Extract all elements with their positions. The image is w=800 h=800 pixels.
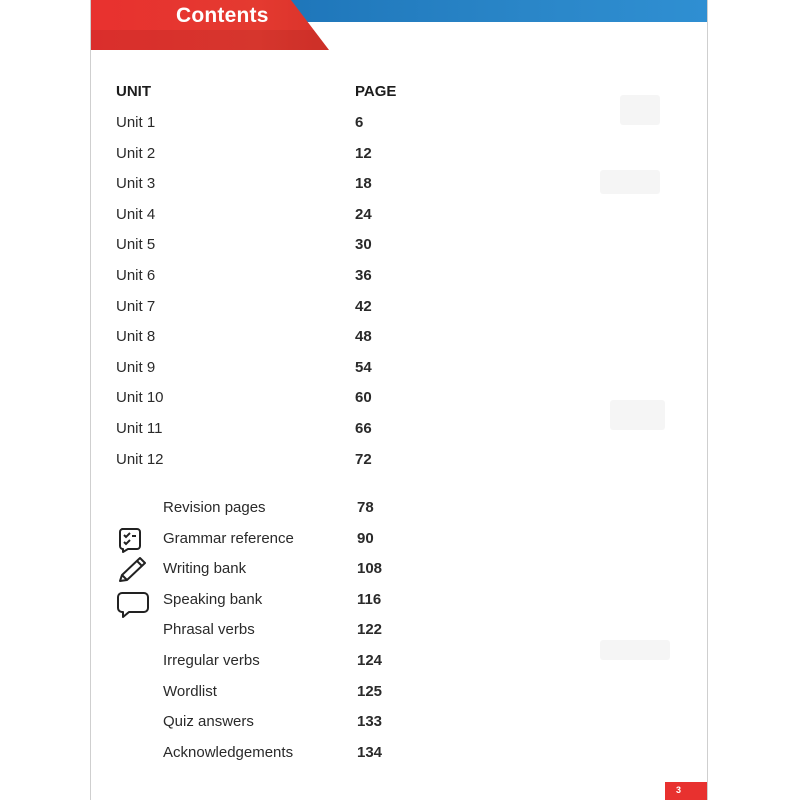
show-through-mark xyxy=(600,640,670,660)
unit-page-number: 42 xyxy=(355,298,372,315)
unit-label: Unit 1 xyxy=(116,114,156,131)
page-number-box xyxy=(665,782,707,800)
page-column-header: PAGE xyxy=(355,83,397,100)
unit-label: Unit 5 xyxy=(116,236,156,253)
header-red-tab-shade xyxy=(91,30,329,50)
page-number: 3 xyxy=(676,785,682,795)
unit-page-number: 30 xyxy=(355,236,372,253)
header-blue-band xyxy=(260,0,707,22)
unit-page-number: 66 xyxy=(355,420,372,437)
extra-page-number: 108 xyxy=(357,560,383,577)
unit-label: Unit 12 xyxy=(116,451,164,468)
unit-label: Unit 11 xyxy=(116,420,163,437)
unit-page-number: 48 xyxy=(355,328,372,345)
extra-label: Irregular verbs xyxy=(163,652,260,669)
speech-bubble-icon xyxy=(116,590,150,625)
show-through-mark xyxy=(620,95,660,125)
show-through-mark xyxy=(600,170,660,194)
extra-page-number: 122 xyxy=(357,621,383,638)
page-right-edge xyxy=(707,0,708,800)
unit-page-number: 12 xyxy=(355,145,372,162)
unit-column-header: UNIT xyxy=(116,83,151,100)
page-left-edge xyxy=(90,0,91,800)
unit-page-number: 18 xyxy=(355,175,372,192)
extra-label: Phrasal verbs xyxy=(163,621,255,638)
extra-label: Wordlist xyxy=(163,683,217,700)
extra-label: Quiz answers xyxy=(163,713,254,730)
unit-label: Unit 8 xyxy=(116,328,156,345)
extra-page-number: 124 xyxy=(357,652,383,669)
unit-page-number: 36 xyxy=(355,267,372,284)
extra-page-number: 133 xyxy=(357,713,383,730)
unit-label: Unit 10 xyxy=(116,389,164,406)
show-through-mark xyxy=(610,400,665,430)
unit-label: Unit 3 xyxy=(116,175,156,192)
unit-label: Unit 9 xyxy=(116,359,156,376)
extra-label: Acknowledgements xyxy=(163,744,294,761)
extra-label: Speaking bank xyxy=(163,591,263,608)
extra-label: Grammar reference xyxy=(163,530,294,547)
unit-label: Unit 2 xyxy=(116,145,156,162)
extra-page-number: 78 xyxy=(357,499,374,516)
pencil-icon xyxy=(116,555,148,590)
unit-page-number: 60 xyxy=(355,389,372,406)
extra-label: Writing bank xyxy=(163,560,247,577)
extra-page-number: 90 xyxy=(357,530,374,547)
unit-page-number: 72 xyxy=(355,451,372,468)
unit-label: Unit 4 xyxy=(116,206,156,223)
unit-page-number: 6 xyxy=(355,114,364,131)
page-title: Contents xyxy=(176,4,269,27)
extra-page-number: 116 xyxy=(357,591,382,608)
unit-page-number: 54 xyxy=(355,359,372,376)
unit-label: Unit 6 xyxy=(116,267,156,284)
unit-label: Unit 7 xyxy=(116,298,156,315)
extra-page-number: 134 xyxy=(357,744,383,761)
extra-label: Revision pages xyxy=(163,499,266,516)
unit-page-number: 24 xyxy=(355,206,372,223)
extra-page-number: 125 xyxy=(357,683,383,700)
